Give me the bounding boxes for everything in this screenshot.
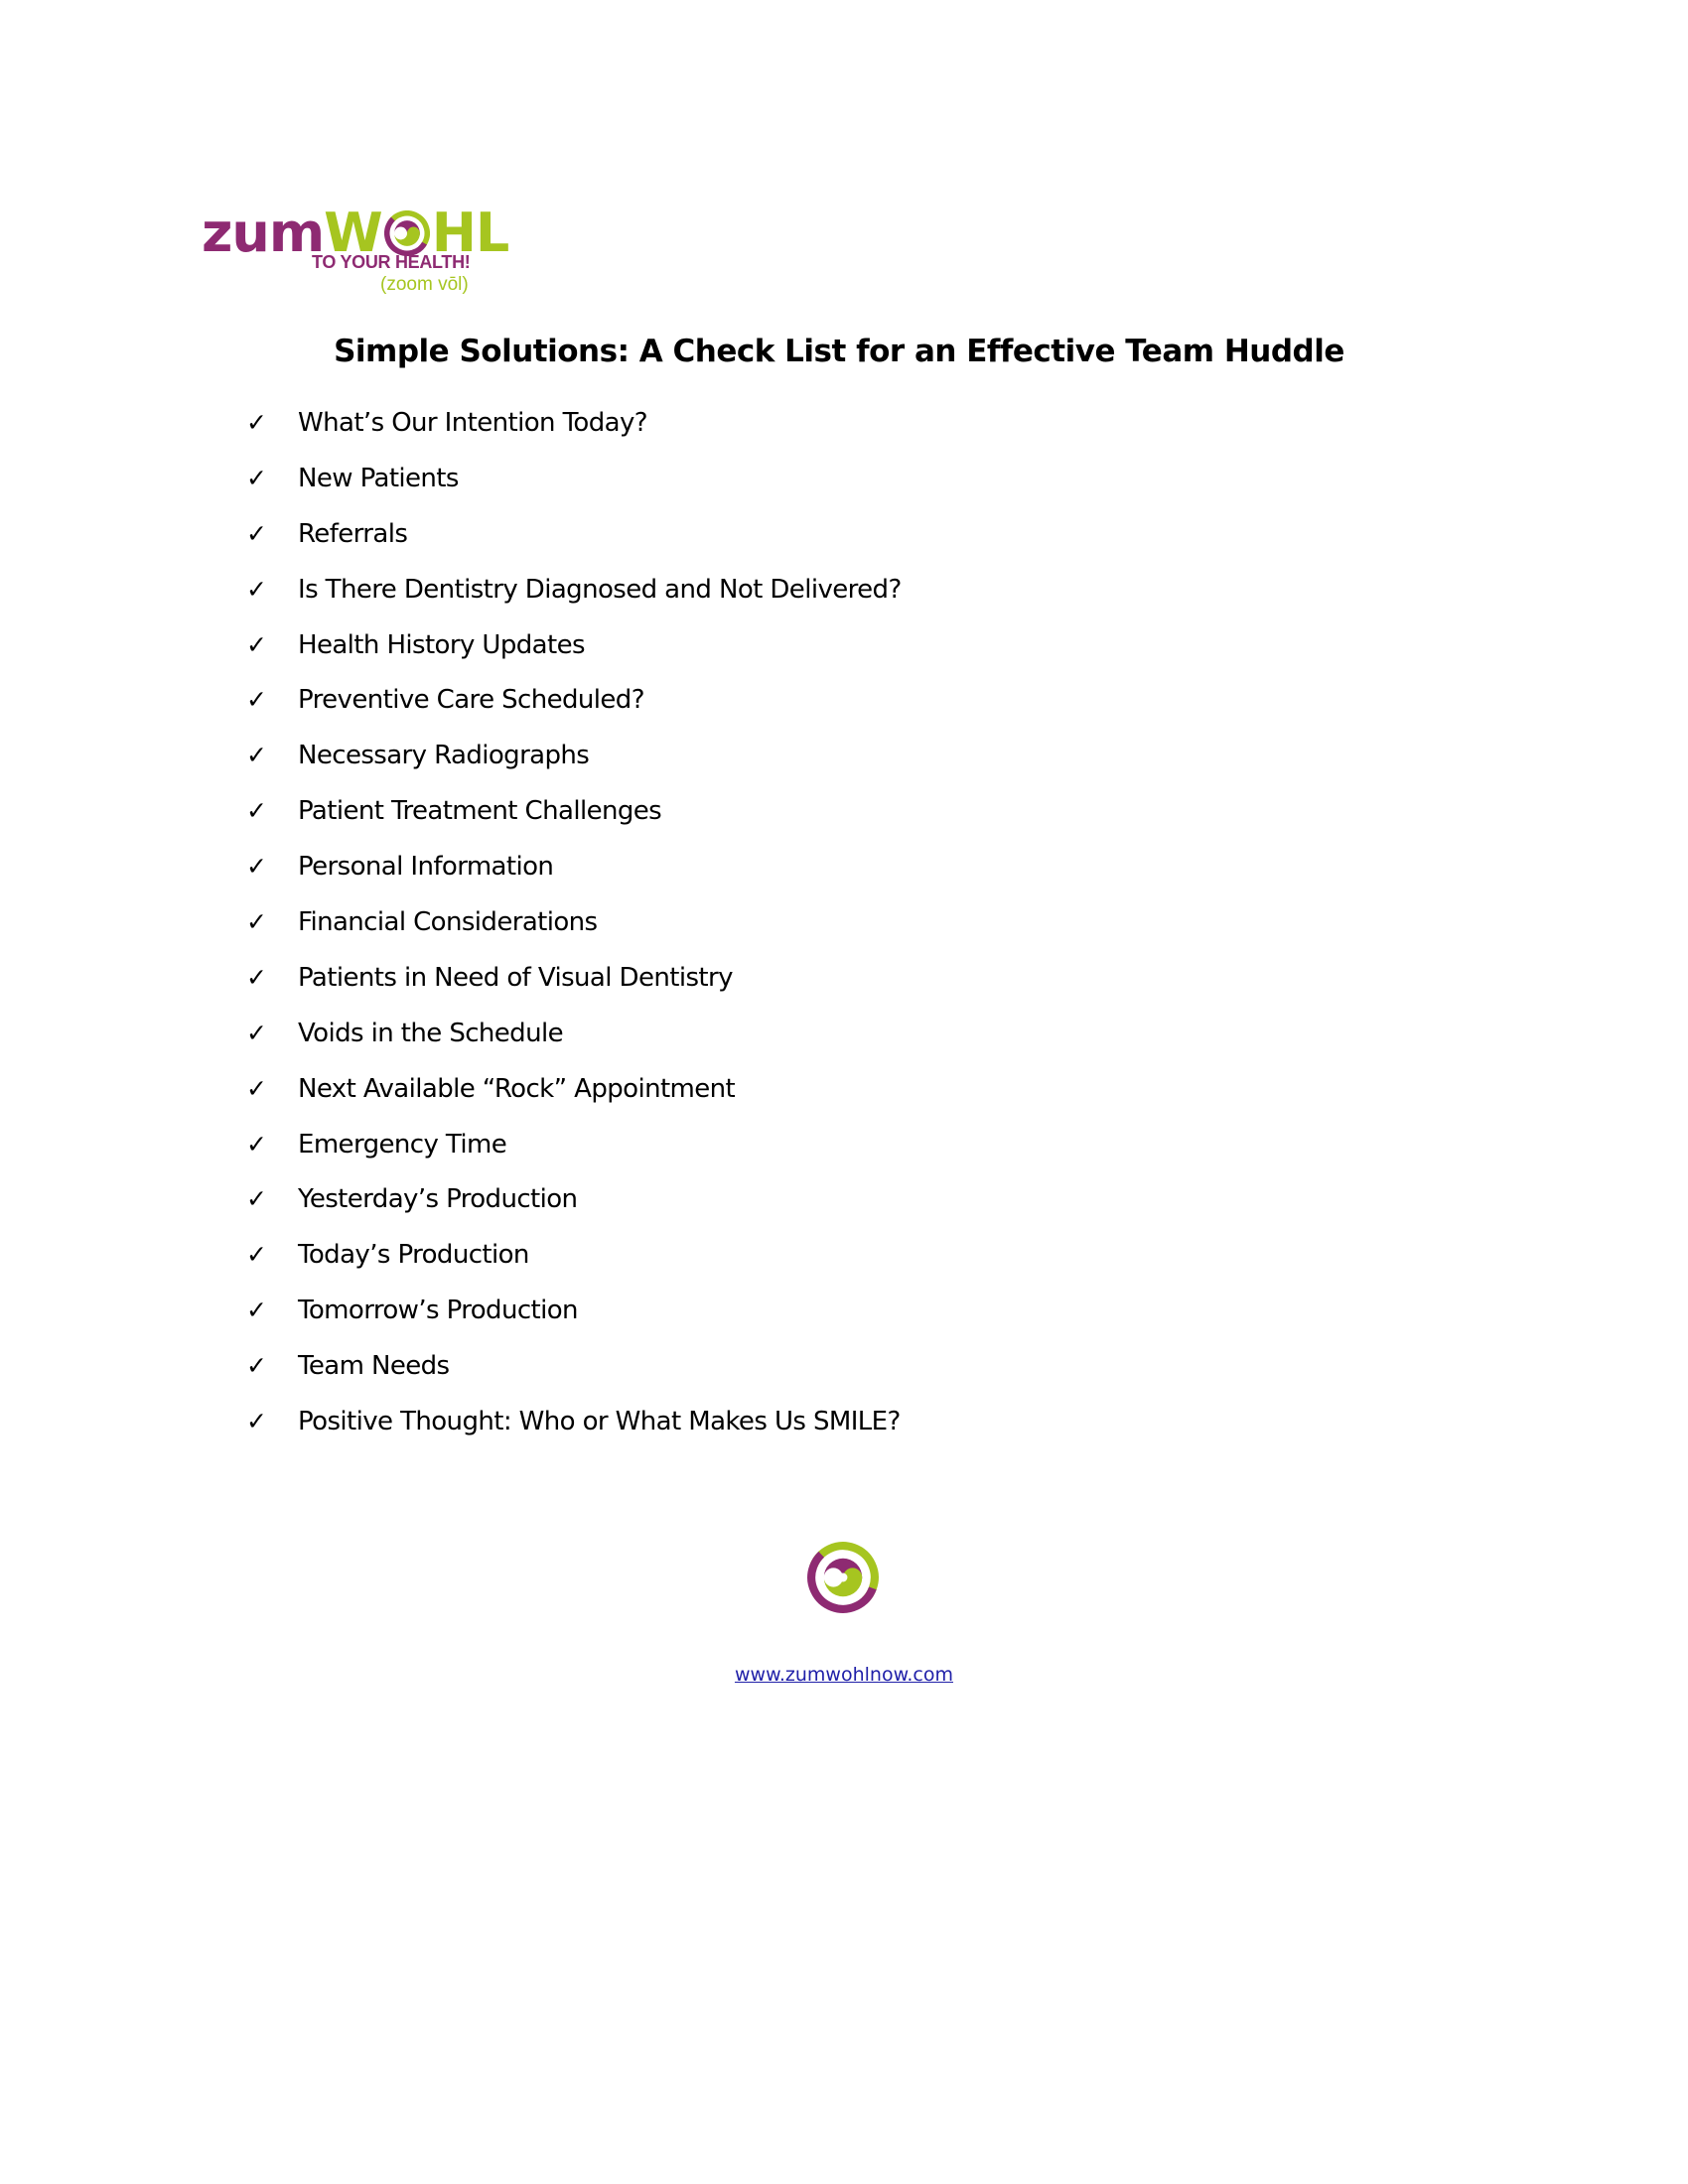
checklist-item-text: Personal Information bbox=[298, 852, 554, 883]
checkmark-icon: ✓ bbox=[246, 796, 267, 826]
checkmark-icon: ✓ bbox=[246, 408, 267, 437]
checklist-item-text: Emergency Time bbox=[298, 1129, 507, 1160]
logo-pronunciation: (zoom vōl) bbox=[380, 274, 469, 295]
checklist-item-text: What’s Our Intention Today? bbox=[298, 408, 647, 438]
checklist-item bbox=[246, 1127, 902, 1182]
checklist-item-text: Tomorrow’s Production bbox=[298, 1296, 578, 1326]
checklist-item-text: Yesterday’s Production bbox=[298, 1184, 578, 1215]
swirl-logo-icon bbox=[806, 1541, 880, 1614]
checklist-item-text: Team Needs bbox=[298, 1351, 450, 1382]
checklist-item-text: New Patients bbox=[298, 463, 459, 493]
checklist-item bbox=[246, 1071, 902, 1127]
checkmark-icon: ✓ bbox=[246, 463, 267, 492]
checkmark-icon: ✓ bbox=[246, 1240, 267, 1270]
checklist-item bbox=[246, 1293, 902, 1348]
page-title bbox=[0, 328, 1688, 375]
checklist-item bbox=[246, 461, 902, 516]
checkmark-icon: ✓ bbox=[246, 1129, 267, 1159]
checkmark-icon: ✓ bbox=[246, 518, 267, 548]
checklist bbox=[246, 405, 902, 1459]
logo-tagline: TO YOUR HEALTH! bbox=[312, 252, 471, 272]
checklist-item-text: Today’s Production bbox=[298, 1240, 529, 1271]
checklist-item bbox=[246, 516, 902, 572]
checklist-item-text: Next Available “Rock” Appointment bbox=[298, 1073, 736, 1104]
checklist-item bbox=[246, 849, 902, 904]
checkmark-icon: ✓ bbox=[246, 907, 267, 937]
checklist-item bbox=[246, 904, 902, 960]
checkmark-icon: ✓ bbox=[246, 962, 267, 992]
swirl-o-icon bbox=[384, 210, 430, 256]
checklist-item-text: Voids in the Schedule bbox=[298, 1018, 563, 1048]
website-url bbox=[0, 1661, 1688, 1689]
page-title-text: Simple Solutions: A Check List for an Effective Team Huddle bbox=[334, 334, 1344, 369]
logo-text-hl: HL bbox=[431, 202, 509, 264]
checklist-item-text: Patient Treatment Challenges bbox=[298, 796, 662, 827]
checkmark-icon: ✓ bbox=[246, 685, 267, 715]
checklist-item bbox=[246, 405, 902, 461]
zumwohl-logo bbox=[202, 195, 509, 304]
checklist-item bbox=[246, 572, 902, 627]
checklist-item bbox=[246, 1181, 902, 1237]
checklist-item bbox=[246, 793, 902, 849]
checkmark-icon: ✓ bbox=[246, 629, 267, 659]
checklist-item-text: Referrals bbox=[298, 518, 408, 549]
checklist-item bbox=[246, 1404, 902, 1459]
checklist-item-text: Financial Considerations bbox=[298, 907, 598, 938]
checklist-item bbox=[246, 1016, 902, 1071]
checklist-item bbox=[246, 1237, 902, 1293]
checklist-item bbox=[246, 738, 902, 793]
checklist-item bbox=[246, 1348, 902, 1404]
checklist-item-text: Necessary Radiographs bbox=[298, 741, 590, 771]
checkmark-icon: ✓ bbox=[246, 1351, 267, 1381]
checklist-item bbox=[246, 682, 902, 738]
checkmark-icon: ✓ bbox=[246, 852, 267, 882]
checklist-item bbox=[246, 627, 902, 683]
checklist-item-text: Health History Updates bbox=[298, 629, 585, 660]
checkmark-icon: ✓ bbox=[246, 1407, 267, 1436]
logo-text-w: W bbox=[324, 202, 382, 264]
checkmark-icon: ✓ bbox=[246, 1296, 267, 1325]
website-link[interactable]: www.zumwohlnow.com bbox=[734, 1664, 953, 1686]
checkmark-icon: ✓ bbox=[246, 741, 267, 770]
checkmark-icon: ✓ bbox=[246, 1073, 267, 1103]
checklist-item-text: Preventive Care Scheduled? bbox=[298, 685, 644, 716]
logo-text-zum: zum bbox=[202, 202, 325, 264]
checklist-item-text: Patients in Need of Visual Dentistry bbox=[298, 962, 733, 993]
checkmark-icon: ✓ bbox=[246, 1184, 267, 1214]
checkmark-icon: ✓ bbox=[246, 1018, 267, 1047]
checkmark-icon: ✓ bbox=[246, 574, 267, 604]
checklist-item bbox=[246, 960, 902, 1016]
checklist-item-text: Is There Dentistry Diagnosed and Not Delivered? bbox=[298, 574, 902, 605]
checklist-item-text: Positive Thought: Who or What Makes Us SMILE? bbox=[298, 1407, 901, 1437]
